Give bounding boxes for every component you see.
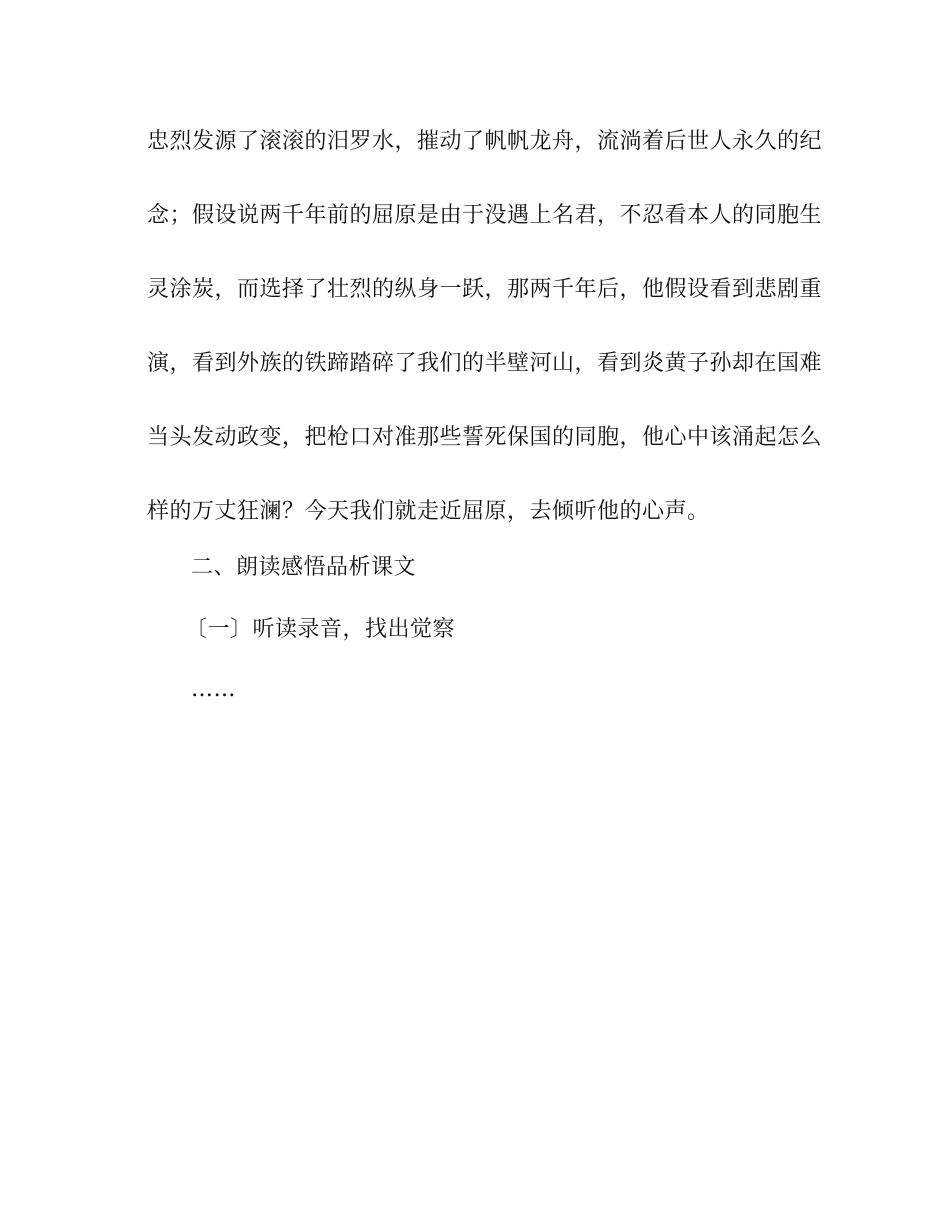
section-heading: 二、朗读感悟品析课文 xyxy=(191,555,417,580)
paragraph-line: 当头发动政变，把枪口对准那些誓死保国的同胞，他心中该涌起怎么 xyxy=(147,425,823,450)
ellipsis-text: …… xyxy=(191,677,236,702)
paragraph-line: 念；假设说两千年前的屈原是由于没遇上名君，不忍看本人的同胞生 xyxy=(147,203,823,228)
body-paragraph xyxy=(147,122,823,566)
subsection-heading: 〔一〕听读录音，找出觉察 xyxy=(185,617,456,642)
paragraph-line: 样的万丈狂澜？今天我们就走近屈原，去倾听他的心声。 xyxy=(147,499,710,524)
paragraph-line: 忠烈发源了滚滚的汨罗水，摧动了帆帆龙舟，流淌着后世人永久的纪 xyxy=(147,129,823,154)
paragraph-line: 演，看到外族的铁蹄踏碎了我们的半壁河山，看到炎黄子孙却在国难 xyxy=(147,351,823,376)
paragraph-line: 灵涂炭，而选择了壮烈的纵身一跃，那两千年后，他假设看到悲剧重 xyxy=(147,277,823,302)
